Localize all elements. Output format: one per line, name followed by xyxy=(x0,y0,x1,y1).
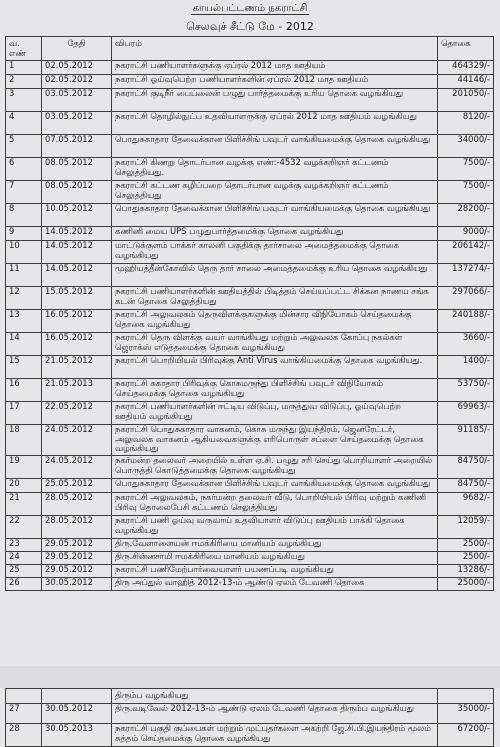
document-title: காயல்பட்டணம் நகராட்சி xyxy=(192,3,308,14)
description-cell: நகராட்சி பணியாளர்களுக்கு ஏப்ரல் 2012 மாத ஊதியம் xyxy=(112,61,438,75)
table-row xyxy=(6,565,494,578)
amount-cell: 13286/- xyxy=(438,565,494,578)
serial-number-cell: 1 xyxy=(6,61,42,75)
description-cell: நகராட்சி பணி ஓய்வு வருவாய் உதவியாளர் விடுப்பு ஊதியம் பாக்கி தொகை வழங்கியது xyxy=(112,516,438,539)
table-row xyxy=(6,89,494,112)
date-cell: 22.05.2012 xyxy=(42,402,112,425)
date-cell: 14.05.2012 xyxy=(42,241,112,264)
date-cell: 30.05.2012 xyxy=(42,578,112,591)
table-row xyxy=(6,578,494,591)
date-cell: 28.05.2012 xyxy=(42,516,112,539)
date-cell: 25.05.2012 xyxy=(42,479,112,493)
date-cell: 30.05.2012 xyxy=(42,704,112,724)
description-cell: முஹியத்தீன்கோவில் தெரு தார் சாலை அமைத்தமைக்கு உரிய தொகை வழங்கியது xyxy=(112,264,438,287)
serial-number-cell: 20 xyxy=(6,479,42,493)
serial-number-cell: 10 xyxy=(6,241,42,264)
serial-number-cell: 5 xyxy=(6,135,42,158)
serial-number-cell: 6 xyxy=(6,158,42,181)
serial-number-cell: 28 xyxy=(6,724,42,747)
amount-cell: 67200/- xyxy=(438,724,494,747)
table-row xyxy=(6,112,494,135)
expense-table xyxy=(5,36,494,591)
table-row xyxy=(6,402,494,425)
table-row xyxy=(6,425,494,456)
table-row xyxy=(6,356,494,379)
table-row xyxy=(6,310,494,333)
date-cell: 02.05.2012 xyxy=(42,61,112,75)
description-cell: நகராட்சி பொதுசுகாதார வாகனம், கொசு மருந்து இயந்திரம், ஜெனரேட்டர், அலுவலக வாகனம் ஆகியவைகளுக்கு எரிபொருள் சப்ளை செய்தமைக்கு தொகை வழங்கியது xyxy=(112,425,438,456)
amount-cell: 35000/- xyxy=(438,704,494,724)
amount-cell: 240188/- xyxy=(438,310,494,333)
amount-cell: 2500/- xyxy=(438,552,494,565)
table-row xyxy=(6,379,494,402)
description-cell: நகராட்சி குடிநீர் பைப்லைன் பழுது பார்த்தமைக்கு உரிய தொகை வழங்கியது xyxy=(112,89,438,112)
serial-number-cell: 7 xyxy=(6,181,42,204)
description-cell: நகராட்சி தெரு விளக்கு வயர் வாங்கியது மற்றும் அலுவலக கோப்பு நகல்கள் ஜெராக்ஸ் எடுத்தமைக்கு தொகை வழங்கியது xyxy=(112,333,438,356)
column-header-date: தேதி xyxy=(42,37,112,61)
description-cell: நகராட்சி தொழில்நுட்ப உதவியாளருக்கு ஏப்ரல் 2012 மாத ஊதியம் வழங்கியது xyxy=(112,112,438,135)
description-cell: நகராட்சி பொறியியல் பிரிவுக்கு Anti Virus வாங்கியமைக்கு தொகை வழங்கியது. xyxy=(112,356,438,379)
serial-number-cell: 19 xyxy=(6,456,42,479)
date-cell: 16.05.2012 xyxy=(42,333,112,356)
serial-number-cell: 3 xyxy=(6,89,42,112)
table-row xyxy=(6,241,494,264)
description-cell: நகராட்சி பகுதி குப்பைகள் மற்றும் முட்புதர்களை அகற்றி ஜே.சி.பி.இயந்திரம் மூலம் சுத்தம் செய்தமைக்கு தொகை வழங்கியது xyxy=(112,724,438,747)
date-cell: 29.05.2012 xyxy=(42,565,112,578)
date-cell: 14.05.2012 xyxy=(42,227,112,241)
amount-cell: 44146/- xyxy=(438,75,494,89)
table-row xyxy=(6,539,494,552)
serial-number-cell: 27 xyxy=(6,704,42,724)
date-cell: 28.05.2012 xyxy=(42,493,112,516)
table-row xyxy=(6,287,494,310)
serial-number-cell: 12 xyxy=(6,287,42,310)
amount-cell: 464329/- xyxy=(438,61,494,75)
table-row xyxy=(6,552,494,565)
description-cell: நகராட்சி கிணறு தொடர்பான வழக்கு எண்:-4532 வழக்கறிஞர் கட்டணம் செலுத்தியது. xyxy=(112,158,438,181)
serial-number-cell: 8 xyxy=(6,204,42,227)
expense-table-continued xyxy=(5,688,494,747)
table-row xyxy=(6,61,494,75)
table-row xyxy=(6,264,494,287)
description-cell: திரு.சின்னசாமி ஈமக்கிரியை மானியம் வழங்கியது xyxy=(112,552,438,565)
table-row xyxy=(6,493,494,516)
date-cell: 29.05.2012 xyxy=(42,539,112,552)
date-cell: 08.05.2012 xyxy=(42,158,112,181)
description-cell: பொதுசுகாதார தேவைக்கான பிளிச்சிங் பவுடர் வாங்கியமைக்கு தொகை வழங்கியது xyxy=(112,204,438,227)
date-cell: 29.05.2012 xyxy=(42,552,112,565)
amount-cell: 84750/- xyxy=(438,479,494,493)
description-cell: மாட்டுக்குளம் பாக்கர் காலனி பகுதிக்கு தார்சாலை அமைத்தமைக்கு தொகை வழங்கியது xyxy=(112,241,438,264)
description-cell: பொதுசுகாதார தேவைக்கான பிளிச்சிங் பவுடர் வாங்கியமைக்கு தொகை வழங்கியது xyxy=(112,479,438,493)
table-row xyxy=(6,227,494,241)
table-row xyxy=(6,333,494,356)
serial-number-cell: 17 xyxy=(6,402,42,425)
date-cell: 10.05.2012 xyxy=(42,204,112,227)
description-cell: கணினி மைய UPS பழுதுபார்த்தமைக்கு தொகை வழங்கியது xyxy=(112,227,438,241)
serial-number-cell: 26 xyxy=(6,578,42,591)
amount-cell: 206142/- xyxy=(438,241,494,264)
table-row xyxy=(6,158,494,181)
amount-cell: 91185/- xyxy=(438,425,494,456)
amount-cell: 201050/- xyxy=(438,89,494,112)
amount-cell: 9000/- xyxy=(438,227,494,241)
amount-cell: 69963/- xyxy=(438,402,494,425)
serial-number-cell: 24 xyxy=(6,552,42,565)
amount-cell: 34000/- xyxy=(438,135,494,158)
serial-number-cell: 21 xyxy=(6,493,42,516)
date-cell: 21.05.2013 xyxy=(42,379,112,402)
description-cell: நகராட்சி பணியாளர்களின் ஈட்டிய விடுப்பு, மருத்துவ விடுப்பு, ஓய்வுபெற்ற ஊதியம் வழங்கியது xyxy=(112,402,438,425)
serial-number-cell: 15 xyxy=(6,356,42,379)
date-cell: 08.05.2012 xyxy=(42,181,112,204)
date-cell: 16.05.2012 xyxy=(42,310,112,333)
date-cell: 24.05.2012 xyxy=(42,425,112,456)
description-cell: நகர்மன்ற தலைவர் அறையில் உள்ள ஏ.சி. பழுது சரி செய்து பொறியாளர் அறையில் பொருத்தி கொடுத்தமைக்கு தொகை வழங்கியது xyxy=(112,456,438,479)
description-cell: நகராட்சி சுகாதார பிரிவுக்கு கொசுமருந்து பிளிச்சிங் பவுடர் விநியோகம் செய்தமைக்கு தொகை வழங்கியது xyxy=(112,379,438,402)
date-cell: 03.05.2012 xyxy=(42,89,112,112)
date-cell: 03.05.2012 xyxy=(42,112,112,135)
description-cell: நகராட்சி ஓய்வுபெற்ற பணியாளர்களின் ஏப்ரல் 2012 மாத ஊதியம் xyxy=(112,75,438,89)
description-cell: திரு அப்துல் வாஹித் 2012-13-ம் ஆண்டு ஏலம் டேவணி தொகை xyxy=(112,578,438,591)
serial-number-cell: 23 xyxy=(6,539,42,552)
date-cell: 24.05.2012 xyxy=(42,456,112,479)
date-cell: 14.05.2012 xyxy=(42,264,112,287)
serial-number-cell: 2 xyxy=(6,75,42,89)
description-cell: திரு.வேளாளையன் ஈமக்கிரியை மானியம் வழங்கியது xyxy=(112,539,438,552)
table-row xyxy=(6,516,494,539)
serial-number-cell: 14 xyxy=(6,333,42,356)
serial-number-cell: 11 xyxy=(6,264,42,287)
table-row xyxy=(6,704,494,724)
date-cell: 21.05.2012 xyxy=(42,356,112,379)
description-cell: நகராட்சி பணியாளர்களின் ஊதியத்தில் பிடித்தம் செய்யப்பட்ட சிக்கன நாணய சங்க கடன் தொகை செலுத்தியது xyxy=(112,287,438,310)
amount-cell: 28200/- xyxy=(438,204,494,227)
amount-cell: 9682/- xyxy=(438,493,494,516)
description-cell: திரு.வடிவேல் 2012-13-ம் ஆண்டு ஏலம் டேவணி தொகை திரும்ப வழங்கியது xyxy=(112,704,438,724)
serial-number-cell: 4 xyxy=(6,112,42,135)
table-row xyxy=(6,75,494,89)
amount-cell: 12059/- xyxy=(438,516,494,539)
serial-number-cell: 13 xyxy=(6,310,42,333)
amount-cell: 297066/- xyxy=(438,287,494,310)
amount-cell: 53750/- xyxy=(438,379,494,402)
amount-cell: 7500/- xyxy=(438,181,494,204)
column-header-amount: தொகை xyxy=(438,37,494,61)
document-subtitle: செலவுச் சீட்டு மே - 2012 xyxy=(186,20,314,33)
date-cell: 02.05.2012 xyxy=(42,75,112,89)
column-header-description: விபரம் xyxy=(112,37,438,61)
amount-cell: 25000/- xyxy=(438,578,494,591)
description-cell: நகராட்சி கட்டண கழிப்பறை தொடர்பான வழக்கு வழக்கறிஞர் கட்டணம் செலுத்தியது xyxy=(112,181,438,204)
serial-number-cell: 16 xyxy=(6,379,42,402)
amount-cell: 3660/- xyxy=(438,333,494,356)
amount-cell: 2500/- xyxy=(438,539,494,552)
serial-number-cell: 22 xyxy=(6,516,42,539)
amount-cell: 7500/- xyxy=(438,158,494,181)
table-row xyxy=(6,724,494,747)
description-cell: நகராட்சி பணிமேற்பார்வையாளர் பயணப்படி வழங்கியது xyxy=(112,565,438,578)
serial-number-cell: 18 xyxy=(6,425,42,456)
table-row xyxy=(6,456,494,479)
serial-number-cell: 9 xyxy=(6,227,42,241)
table-row xyxy=(6,181,494,204)
date-cell: 07.05.2012 xyxy=(42,135,112,158)
table-row xyxy=(6,204,494,227)
date-cell: 30.05.2013 xyxy=(42,724,112,747)
table-row xyxy=(6,479,494,493)
continuation-text: திரும்ப வழங்கியது xyxy=(112,689,438,704)
amount-cell: 8120/- xyxy=(438,112,494,135)
serial-number-cell: 25 xyxy=(6,565,42,578)
description-cell: நகராட்சி அலுவலகம் தெருவிளக்குகளுக்கு மின்சார விநியோகம் செய்தமைக்கு தொகை வழங்கியது xyxy=(112,310,438,333)
description-cell: பொதுசுகாதார தேவைக்கான பிளிச்சிங் பவுடர் வாங்கியமைக்கு தொகை வழங்கியது xyxy=(112,135,438,158)
table-row xyxy=(6,135,494,158)
amount-cell: 1400/- xyxy=(438,356,494,379)
amount-cell: 137274/- xyxy=(438,264,494,287)
continuation-row xyxy=(6,689,494,704)
column-header-serial: வ. எண் xyxy=(6,37,42,61)
page-gap xyxy=(0,666,500,688)
description-cell: நகராட்சி அலுவலகம், நகர்மன்ற தலைவர் வீடு, பொறியியல் பிரிவு மற்றும் கணினி பிரிவு தொலைபேசி கட்டணம் செலுத்தியது xyxy=(112,493,438,516)
amount-cell: 84750/- xyxy=(438,456,494,479)
date-cell: 15.05.2012 xyxy=(42,287,112,310)
